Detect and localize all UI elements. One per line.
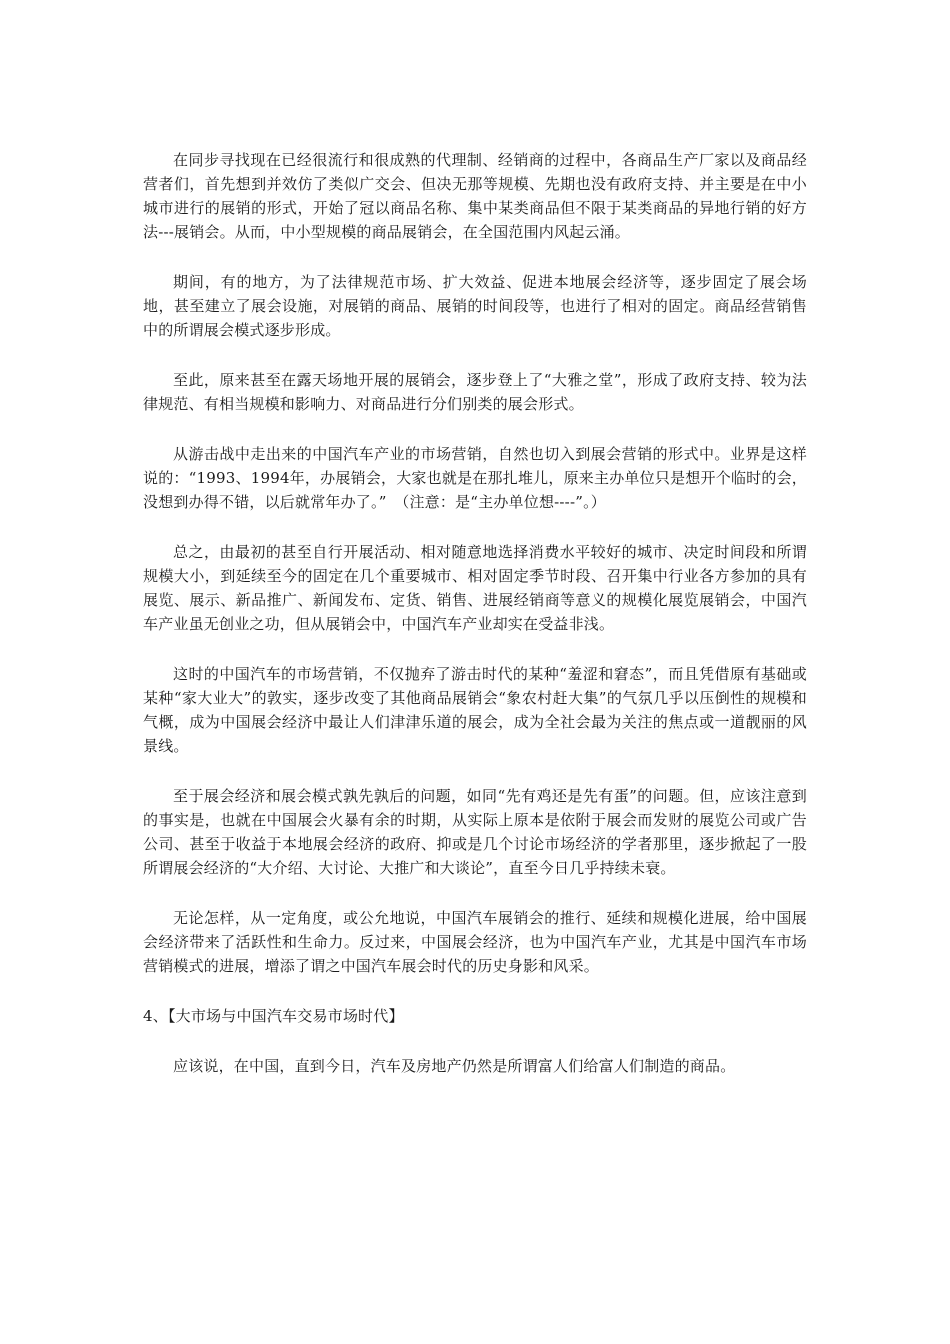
document-body <box>143 148 807 1104</box>
section-heading: 4、【大市场与中国汽车交易市场时代】 <box>143 1007 404 1025</box>
paragraph-8: 无论怎样，从一定角度，或公允地说，中国汽车展销会的推行、延续和规模化进展，给中国展会经济带来了活跃性和生命力。反过来，中国展会经济，也为中国汽车产业，尤其是中国汽车市场营销模式的进展，增添了谓之中国汽车展会时代的历史身影和风采。 <box>143 909 807 975</box>
paragraph-7: 至于展会经济和展会模式孰先孰后的问题，如同“先有鸡还是先有蛋”的问题。但，应该注意到的事实是，也就在中国展会火暴有余的时期，从实际上原本是依附于展会而发财的展览公司或广告公司、甚至于收益于本地展会经济的政府、抑或是几个讨论市场经济的学者那里，逐步掀起了一股所谓展会经济的“大介绍、大讨论、大推广和大谈论”，直至今日几乎持续未衰。 <box>143 787 807 877</box>
paragraph-3: 至此，原来甚至在露天场地开展的展销会，逐步登上了“大雅之堂”，形成了政府支持、较为法律规范、有相当规模和影响力、对商品进行分们别类的展会形式。 <box>143 371 807 413</box>
paragraph-6: 这时的中国汽车的市场营销，不仅抛弃了游击时代的某种“羞涩和窘态”，而且凭借原有基础或某种“家大业大”的敦实，逐步改变了其他商品展销会“象农村赶大集”的气氛几乎以压倒性的规模和气概，成为中国展会经济中最让人们津津乐道的展会，成为全社会最为关注的焦点或一道靓丽的风景线。 <box>143 665 807 755</box>
paragraph-2: 期间，有的地方，为了法律规范市场、扩大效益、促进本地展会经济等，逐步固定了展会场地，甚至建立了展会设施，对展销的商品、展销的时间段等，也进行了相对的固定。商品经营销售中的所谓展会模式逐步形成。 <box>143 273 807 339</box>
paragraph-5: 总之，由最初的甚至自行开展活动、相对随意地选择消费水平较好的城市、决定时间段和所谓规模大小，到延续至今的固定在几个重要城市、相对固定季节时段、召开集中行业各方参加的具有展览、展示、新品推广、新闻发布、定货、销售、进展经销商等意义的规模化展览展销会，中国汽车产业虽无创业之功，但从展销会中，中国汽车产业却实在受益非浅。 <box>143 543 807 633</box>
paragraph-9: 应该说，在中国，直到今日，汽车及房地产仍然是所谓富人们给富人们制造的商品。 <box>173 1057 736 1075</box>
paragraph-4: 从游击战中走出来的中国汽车产业的市场营销，自然也切入到展会营销的形式中。业界是这样说的：“1993、1994年，办展销会，大家也就是在那扎堆儿，原来主办单位只是想开个临时的会，没想到办得不错，以后就常年办了。” （注意：是“主办单位想----”。） <box>143 445 807 511</box>
paragraph-1: 在同步寻找现在已经很流行和很成熟的代理制、经销商的过程中，各商品生产厂家以及商品经营者们，首先想到并效仿了类似广交会、但决无那等规模、先期也没有政府支持、并主要是在中小城市进行的展销的形式，开始了冠以商品名称、集中某类商品但不限于某类商品的异地行销的好方法---展销会。从而，中小型规模的商品展销会，在全国范围内风起云涌。 <box>143 151 807 241</box>
